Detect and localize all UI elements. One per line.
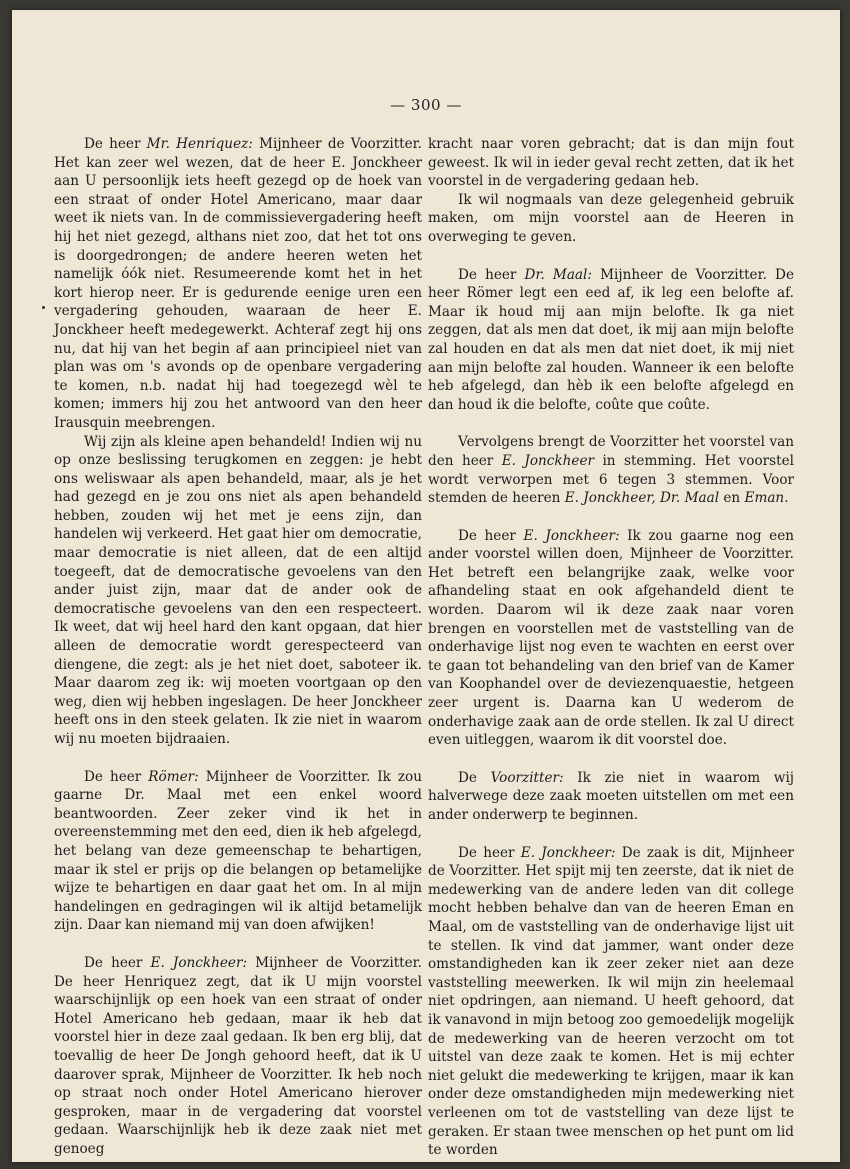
paragraph-stemming: Vervolgens brengt de Voorzitter het voorstel van den heer E. Jonckheer in stemming. Het voorstel wordt verworpen met 6 tegen 3 stemmen. Voor stemden de heeren E. Jonckheer, Dr. Maal en Eman. bbox=[428, 434, 794, 507]
paragraph-henriquez: De heer Mr. Henriquez: Mijnheer de Voorzitter. Het kan zeer wel wezen, dat de heer E. Jonckheer aan U persoonlijk iets heeft gezegd op de hoek van een straat of onder Hotel Americano, maar daar weet ik niets van. In de commissievergadering heeft hij het niet gezegd, althans niet zoo, dat het tot ons is doorgedrongen; de andere heeren weten het namelijk óók niet. Resumeerende komt het in het kort hierop neer. Er is gedurende eenige uren een vergadering gehouden, waaraan de heer E. Jonckheer heeft medegewerkt. Achteraf zegt hij ons nu, dat hij van het begin af aan principieel niet van plan was om 's avonds op de openbare vergadering te komen, n.b. nadat hij had toegezegd wèl te komen; immers hij zou het antwoord van den heer Irausquin meebrengen. bbox=[54, 136, 422, 431]
page-number: — 300 — bbox=[390, 96, 462, 114]
paragraph-nogmaals: Ik wil nogmaals van deze gelegenheid gebruik maken, om mijn voorstel aan de Heeren in overweging te geven. bbox=[428, 191, 794, 245]
paragraph-apen: Wij zijn als kleine apen behandeld! Indien wij nu op onze beslissing terugkomen en zeggen: je hebt ons weliswaar als apen behandeld, maar, als je het had gezegd en je zou ons niet als apen behandeld hebben, zouden wij het met je eens zijn, dan handelen wij verkeerd. Het gaat hier om democratie, maar democratie is niet alleen, dat de een altijd toegeeft, dat de democratische gevoelens van den ander juist zijn, maar dat de ander ook de democratische gevoelens van den een respecteert. Ik weet, dat wij heel hard den kant opgaan, dat hier alleen de democratie wordt gerespecteerd van diengene, die zegt: als je het niet doet, saboteer ik. Maar daarom zeg ik: wij moeten voortgaan op den weg, dien wij hebben ingeslagen. De heer Jonckheer heeft ons in den steek gelaten. Ik zie niet in waarom wij nu moeten bijdraaien. bbox=[54, 433, 422, 747]
document-page bbox=[12, 10, 840, 1162]
left-column bbox=[54, 135, 422, 1158]
paragraph-romer: De heer Römer: Mijnheer de Voorzitter. Ik zou gaarne Dr. Maal met een enkel woord beantwoorden. Zeer zeker vind ik het in overeenstemming met den eed, dien ik heb afgelegd, het belang van deze gemeenschap te behartigen, maar ik stel er prijs op die belangen op betamelijke wijze te behartigen en daar gaat het om. In al mijn handelingen en gedragingen wil ik altijd betamelijk zijn. Daar kan niemand mij van doen afwijken! bbox=[54, 768, 422, 934]
paragraph-continuation: kracht naar voren gebracht; dat is dan mijn fout geweest. Ik wil in ieder geval recht zetten, dat ik het voorstel in de vergadering gedaan heb. bbox=[428, 136, 794, 190]
paragraph-maal: De heer Dr. Maal: Mijnheer de Voorzitter. De heer Römer legt een eed af, ik leg een belofte af. Maar ik houd mij aan mijn belofte. Ik ga niet zeggen, dat als men dat doet, ik mij aan mijn belofte zal houden en dat als men dat niet doet, ik mij niet aan mijn belofte zal houden. Wanneer ik een belofte heb afgelegd, dan hèb ik een belofte afgelegd en dan houd ik die belofte, coûte que coûte. bbox=[428, 266, 794, 413]
paragraph-jonckheer-1: De heer E. Jonckheer: Mijnheer de Voorzitter. De heer Henriquez zegt, dat ik U mijn voorstel waarschijnlijk op een hoek van een straat of onder Hotel Americano heb gedaan, maar ik heb dat voorstel hier in deze zaal gedaan. Ik ben erg blij, dat toevallig de heer De Jongh gehoord heeft, dat ik U daarover sprak, Mijnheer de Voorzitter. Ik heb noch op straat noch onder Hotel Americano hierover gesproken, maar in de vergadering dat voorstel gedaan. Waarschijnlijk heb ik deze zaak niet met genoeg bbox=[54, 954, 422, 1157]
margin-mark bbox=[42, 306, 45, 309]
right-column bbox=[428, 135, 794, 1160]
paragraph-jonckheer-2: De heer E. Jonckheer: Ik zou gaarne nog een ander voorstel willen doen, Mijnheer de Voorzitter. Het betreft een belangrijke zaak, welke voor afhandeling staat en ook afgehandeld dient te worden. Daarom wil ik deze zaak naar voren brengen en voorstellen met de vaststelling van de onderhavige lijst nog even te wachten en eerst over te gaan tot behandeling van den brief van de Kamer van Koophandel over de deviezenquaestie, hetgeen zeer urgent is. Daarna kan U wederom de onderhavige zaak aan de orde stellen. Ik zal U direct even uitleggen, waarom ik dit voorstel doe. bbox=[428, 527, 794, 749]
paragraph-voorzitter: De Voorzitter: Ik zie niet in waarom wij halverwege deze zaak moeten uitstellen om met een ander onderwerp te beginnen. bbox=[428, 769, 795, 823]
paragraph-jonckheer-3: De heer E. Jonckheer: De zaak is dit, Mijnheer de Voorzitter. Het spijt mij ten zeerste, dat ik niet de medewerking van de andere leden van dit college mocht hebben behalve dan van de heeren Eman en Maal, om de vaststelling van de onderhavige lijst uit te stellen. Ik vind dat jammer, want onder deze omstandigheden kan ik zeer zeker niet aan deze vaststelling meewerken. Ik wil mijn zin heelemaal niet opdringen, aan niemand. U heeft gehoord, dat ik vanavond in mijn betoog zoo gemoedelijk mogelijk de medewerking van de heeren verzocht om tot uitstel van deze zaak te komen. Het is mij echter niet gelukt die medewerking te krijgen, maar ik kan onder deze omstandigheden mijn medewerking niet verleenen om tot de vaststelling van deze lijst te geraken. Er staan twee menschen op het punt om lid te worden bbox=[428, 844, 794, 1159]
